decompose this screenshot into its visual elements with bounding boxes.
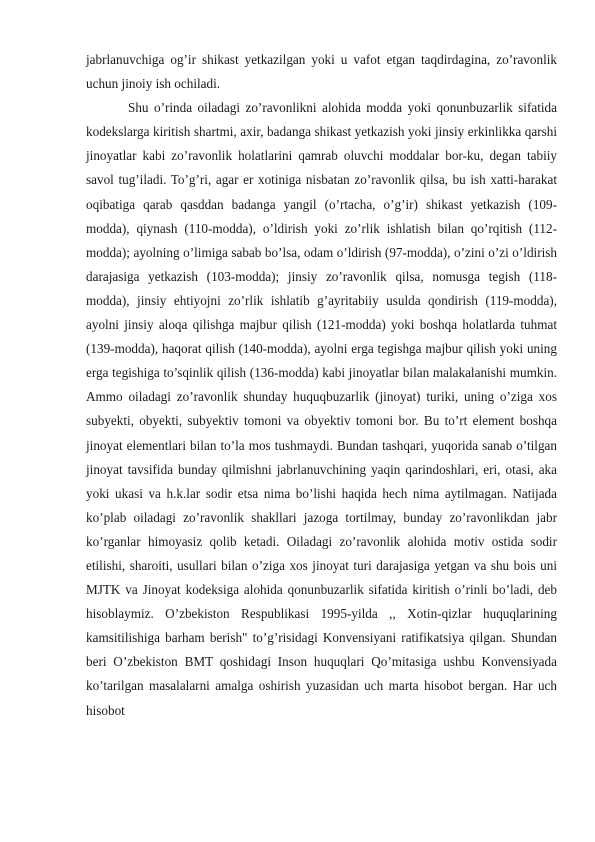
document-page <box>86 48 557 723</box>
paragraph-main: Shu o’rinda oiladagi zo’ravonlikni alohida modda yoki qonunbuzarlik sifatida kodekslarga kiritish shartmi, axir, badanga shikast yetkazish yoki jinsiy erkinlikka qarshi jinoyatlar kabi zo’ravonlik holatlarini qamrab oluvchi moddalar bor-ku, degan tabiiy savol tug’iladi. To’g’ri, agar er xotiniga nisbatan zo’ravonlik qilsa, bu ish xatti-harakat oqibatiga qarab qasddan badanga yangil (o’rtacha, o’g’ir) shikast yetkazish (109-modda), qiynash (110-modda), o’ldirish yoki zo’rlik ishlatish bilan qo’rqitish (112-modda); ayolning o’limiga sabab bo’lsa, odam o’ldirish (97-modda), o’zini o’zi o’ldirish darajasiga yetkazish (103-modda); jinsiy zo’ravonlik qilsa, nomusga tegish (118-modda), jinsiy ehtiyojni zo’rlik ishlatib g’ayritabiiy usulda qondirish (119-modda), ayolni jinsiy aloqa qilishga majbur qilish (121-modda) yoki boshqa holatlarda tuhmat (139-modda), haqorat qilish (140-modda), ayolni erga tegishga majbur qilish yoki uning erga tegishiga to’sqinlik qilish (136-modda) kabi jinoyatlar bilan malakalanishi mumkin. Ammo oiladagi zo’ravonlik shunday huquqbuzarlik (jinoyat) turiki, uning o’ziga xos subyekti, obyekti, subyektiv tomoni va obyektiv tomoni bor. Bu to’rt element boshqa jinoyat elementlari bilan to’la mos tushmaydi. Bundan tashqari, yuqorida sanab o’tilgan jinoyat tavsifida bunday qilmishni jabrlanuvchining yaqin qarindoshlari, eri, otasi, aka yoki ukasi va h.k.lar sodir etsa nima bo’lishi haqida hech nima aytilmagan. Natijada ko’plab oiladagi zo’ravonlik shakllari jazoga tortilmay, bunday zo’ravonlikdan jabr ko’rganlar himoyasiz qolib ketadi. Oiladagi zo’ravonlik alohida motiv ostida sodir etilishi, sharoiti, usullari bilan o’ziga xos jinoyat turi darajasiga yetgan va shu bois uni MJTK va Jinoyat kodeksiga alohida qonunbuzarlik sifatida kiritish o’rinli bo’ladi, deb hisoblaymiz. O’zbekiston Respublikasi 1995-yilda ,, Xotin-qizlar huquqlarining kamsitilishiga barham berish" to’g’risidagi Konvensiyani ratifikatsiya qilgan. Shundan beri O’zbekiston BMT qoshidagi Inson huquqlari Qo’mitasiga ushbu Konvensiyada ko’tarilgan masalalarni amalga oshirish yuzasidan uch marta hisobot bergan. Har uch hisobot <box>86 100 557 718</box>
paragraph-continuation: jabrlanuvchiga og’ir shikast yetkazilgan yoki u vafot etgan taqdirdagina, zo’ravonlik uchun jinoiy ish ochiladi. <box>86 52 557 92</box>
